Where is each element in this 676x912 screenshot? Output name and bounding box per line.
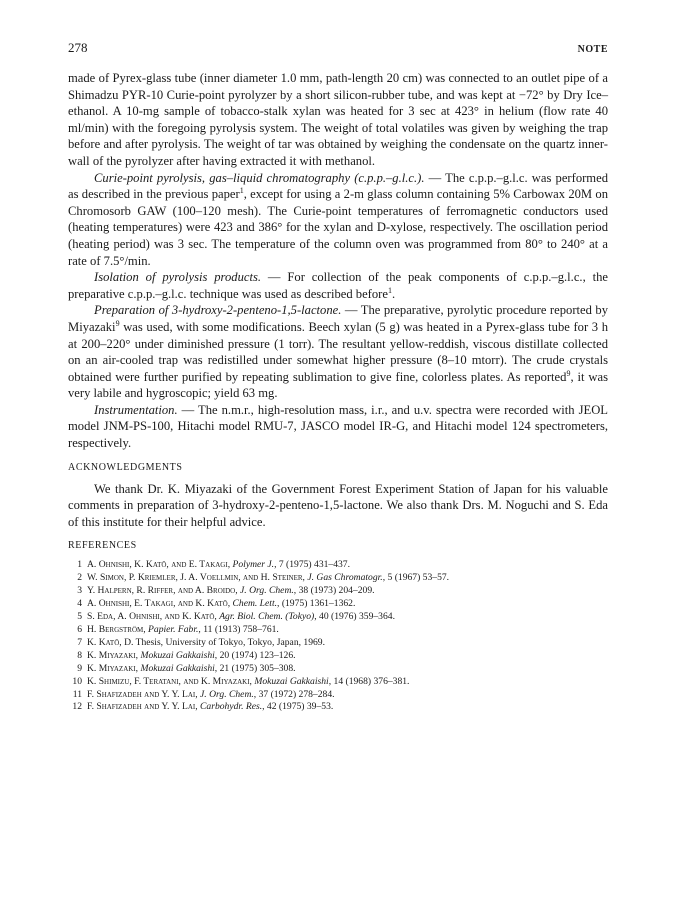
- reference-authors: S. Eda, A. Ohnishi, and K. Katō,: [87, 611, 217, 623]
- reference-item: [68, 598, 608, 611]
- citation-ref: 9: [566, 368, 571, 378]
- reference-journal: Carbohydr. Res.: [200, 701, 263, 713]
- reference-item: [68, 663, 608, 676]
- references-heading: REFERENCES: [68, 540, 137, 552]
- reference-body: [87, 689, 335, 702]
- reference-item: [68, 611, 608, 624]
- body-text: [68, 70, 608, 452]
- reference-body: [87, 701, 333, 714]
- reference-number: 3: [77, 585, 82, 597]
- reference-authors: F. Shafizadeh and Y. Y. Lai,: [87, 688, 198, 700]
- reference-item: [68, 624, 608, 637]
- paragraph-preparation: Preparation of 3-hydroxy-2-penteno-1,5-lactone. — The preparative, pyrolytic procedure reported by Miyazaki$^9$ was used, with some modifications. Beech xylan (5 g) was heated in a Pyrex-glass tube for 3 h at 200–220° under diminished pressure (1 torr). The resultant yellow-reddish, viscous distillate collected on an air-cooled trap was redistilled under somewhat higher pressure (8–10 mtorr). The crude crystals obtained were further purified by repeating sublimation to give fine, colorless plates. As reported$^9$, it was very labile and hygroscopic; yield 63 mg.: [68, 303, 609, 401]
- reference-item: [68, 572, 608, 585]
- reference-details: , (1975) 1361–1362.: [277, 598, 356, 610]
- reference-authors: W. Simon, P. Kriemler, J. A. Voellmin, and H. Steiner,: [87, 572, 305, 584]
- paragraph-cpp-glc: Curie-point pyrolysis, gas–liquid chromatography (c.p.p.–g.l.c.). — The c.p.p.–g.l.c. was performed as described in the previous paper$^1$, except for using a 2-m glass column containing 5% Carbowax 20M on Chromosorb GAW (100–120 mesh). The Curie-point temperatures of ferromagnetic conductors used (heating temperatures) were 423 and 386° for the xylan and D-xylose, respectively. The oscillation period (heating period) was 3 sec. The temperature of the column oven was programmed from 80° to 240° at a rate of 7.5°/min.: [68, 170, 608, 268]
- reference-details: D. Thesis, University of Tokyo, Tokyo, Japan, 1969.: [124, 636, 325, 648]
- reference-number: 5: [77, 611, 82, 623]
- section-title-preparation: Preparation of 3-hydroxy-2-penteno-1,5-lactone.: [94, 303, 342, 318]
- reference-number: 4: [77, 598, 82, 610]
- paragraph-pyrolysis-setup: made of Pyrex-glass tube (inner diameter 1.0 mm, path-length 20 cm) was connected to an outlet pipe of a Shimadzu PYR-10 Curie-point pyrolyzer by a short silicon-rubber tube, and was kept at −72° by Dry Ice–ethanol. A 10-mg sample of tobacco-stalk xylan was heated for 3 sec at 423° in helium (flow rate 40 ml/min) with the foregoing pyrolysis system. The weight of total volatiles was given by weighing the trap before and after pyrolysis. The weight of tar was obtained by weighing the condensate on the quartz inner-wall of the pyrolyzer after having extracted it with methanol.: [68, 71, 608, 168]
- reference-authors: A. Ohnishi, K. Katō, and E. Takagi,: [87, 559, 231, 571]
- reference-authors: F. Shafizadeh and Y. Y. Lai,: [87, 701, 198, 713]
- citation-ref: 9: [115, 318, 120, 328]
- reference-journal: Chem. Lett.: [232, 598, 278, 610]
- reference-details: , 37 (1972) 278–284.: [253, 688, 335, 700]
- reference-item: [68, 701, 608, 714]
- reference-details: , 20 (1974) 123–126.: [214, 649, 296, 661]
- section-title-instrumentation: Instrumentation.: [94, 402, 178, 417]
- section-label: NOTE: [577, 44, 608, 55]
- reference-number: 12: [72, 701, 82, 713]
- section-title-cpp-glc: Curie-point pyrolysis, gas–liquid chromatography (c.p.p.–g.l.c.).: [94, 170, 425, 185]
- reference-journal: J. Org. Chem.: [240, 585, 294, 597]
- reference-item: [68, 559, 608, 572]
- reference-journal: Mokuzai Gakkaishi: [140, 662, 215, 674]
- reference-body: [87, 663, 296, 676]
- reference-details: , 14 (1968) 376–381.: [328, 675, 410, 687]
- reference-item: [68, 637, 608, 650]
- reference-body: [87, 624, 279, 637]
- reference-number: 11: [72, 688, 82, 700]
- reference-details: , 42 (1975) 39–53.: [262, 701, 334, 713]
- reference-journal: J. Org. Chem.: [200, 688, 254, 700]
- reference-item: [68, 585, 608, 598]
- page-number: 278: [68, 40, 88, 55]
- citation-ref: 1: [239, 185, 244, 195]
- reference-authors: A. Ohnishi, E. Takagi, and K. Katō,: [87, 598, 231, 610]
- acknowledgments-heading: ACKNOWLEDGMENTS: [68, 461, 183, 473]
- reference-journal: Mokuzai Gakkaishi: [140, 649, 215, 661]
- reference-item: [68, 650, 608, 663]
- reference-details: , 40 (1976) 359–364.: [314, 611, 395, 623]
- reference-details: , 5 (1967) 53–57.: [382, 572, 450, 584]
- references-list: [68, 559, 608, 714]
- journal-page: [68, 40, 608, 714]
- paragraph-instrumentation: Instrumentation. — The n.m.r., high-resolution mass, i.r., and u.v. spectra were recorded with JEOL model JNM-PS-100, Hitachi model RMU-7, JASCO model IR-G, and Hitachi model 124 spectrometers, respectively.: [68, 402, 608, 451]
- reference-number: 6: [77, 623, 82, 635]
- reference-number: 8: [77, 649, 82, 661]
- reference-details: , 38 (1973) 204–209.: [293, 585, 375, 597]
- reference-body: [87, 637, 325, 650]
- reference-authors: H. Bergström,: [87, 623, 146, 635]
- reference-authors: K. Shimizu, F. Teratani, and K. Miyazaki,: [87, 675, 252, 687]
- reference-journal: Papier. Fabr.: [148, 623, 199, 635]
- reference-journal: J. Gas Chromatogr.: [307, 572, 383, 584]
- reference-number: 10: [72, 675, 82, 687]
- reference-journal: Polymer J.: [232, 559, 275, 571]
- reference-item: [68, 676, 608, 689]
- acknowledgments-text: We thank Dr. K. Miyazaki of the Government Forest Experiment Station of Japan for his valuable comments in preparation of 3-hydroxy-2-penteno-1,5-lactone. We also thank Drs. M. Noguchi and S. Eda of this institute for their helpful advice.: [68, 481, 608, 529]
- reference-authors: K. Miyazaki,: [87, 649, 139, 661]
- citation-ref: 1: [387, 285, 392, 295]
- reference-body: [87, 559, 350, 572]
- reference-item: [68, 689, 608, 702]
- reference-body: [87, 572, 449, 585]
- reference-body: [87, 650, 296, 663]
- reference-body: [87, 611, 395, 624]
- reference-authors: Y. Halpern, R. Riffer, and A. Broido,: [87, 585, 238, 597]
- reference-body: [87, 585, 375, 598]
- reference-body: [87, 598, 355, 611]
- reference-journal: Agr. Biol. Chem. (Tokyo): [219, 611, 315, 623]
- reference-details: , 11 (1913) 758–761.: [198, 623, 279, 635]
- paragraph-isolation: Isolation of pyrolysis products. — For collection of the peak components of c.p.p.–g.l.c., the preparative c.p.p.–g.l.c. technique was used as described before$^1$.: [68, 270, 608, 301]
- reference-body: [87, 676, 409, 689]
- reference-number: 2: [77, 572, 82, 584]
- reference-number: 7: [77, 636, 82, 648]
- reference-authors: K. Katō,: [87, 636, 122, 648]
- reference-authors: K. Miyazaki,: [87, 662, 139, 674]
- running-head: [68, 40, 608, 56]
- reference-details: , 21 (1975) 305–308.: [214, 662, 296, 674]
- section-title-isolation: Isolation of pyrolysis products.: [94, 270, 262, 285]
- reference-journal: Mokuzai Gakkaishi: [254, 675, 329, 687]
- reference-details: , 7 (1975) 431–437.: [274, 559, 351, 571]
- reference-number: 9: [77, 662, 82, 674]
- reference-number: 1: [77, 559, 82, 571]
- acknowledgments-section: [68, 481, 608, 531]
